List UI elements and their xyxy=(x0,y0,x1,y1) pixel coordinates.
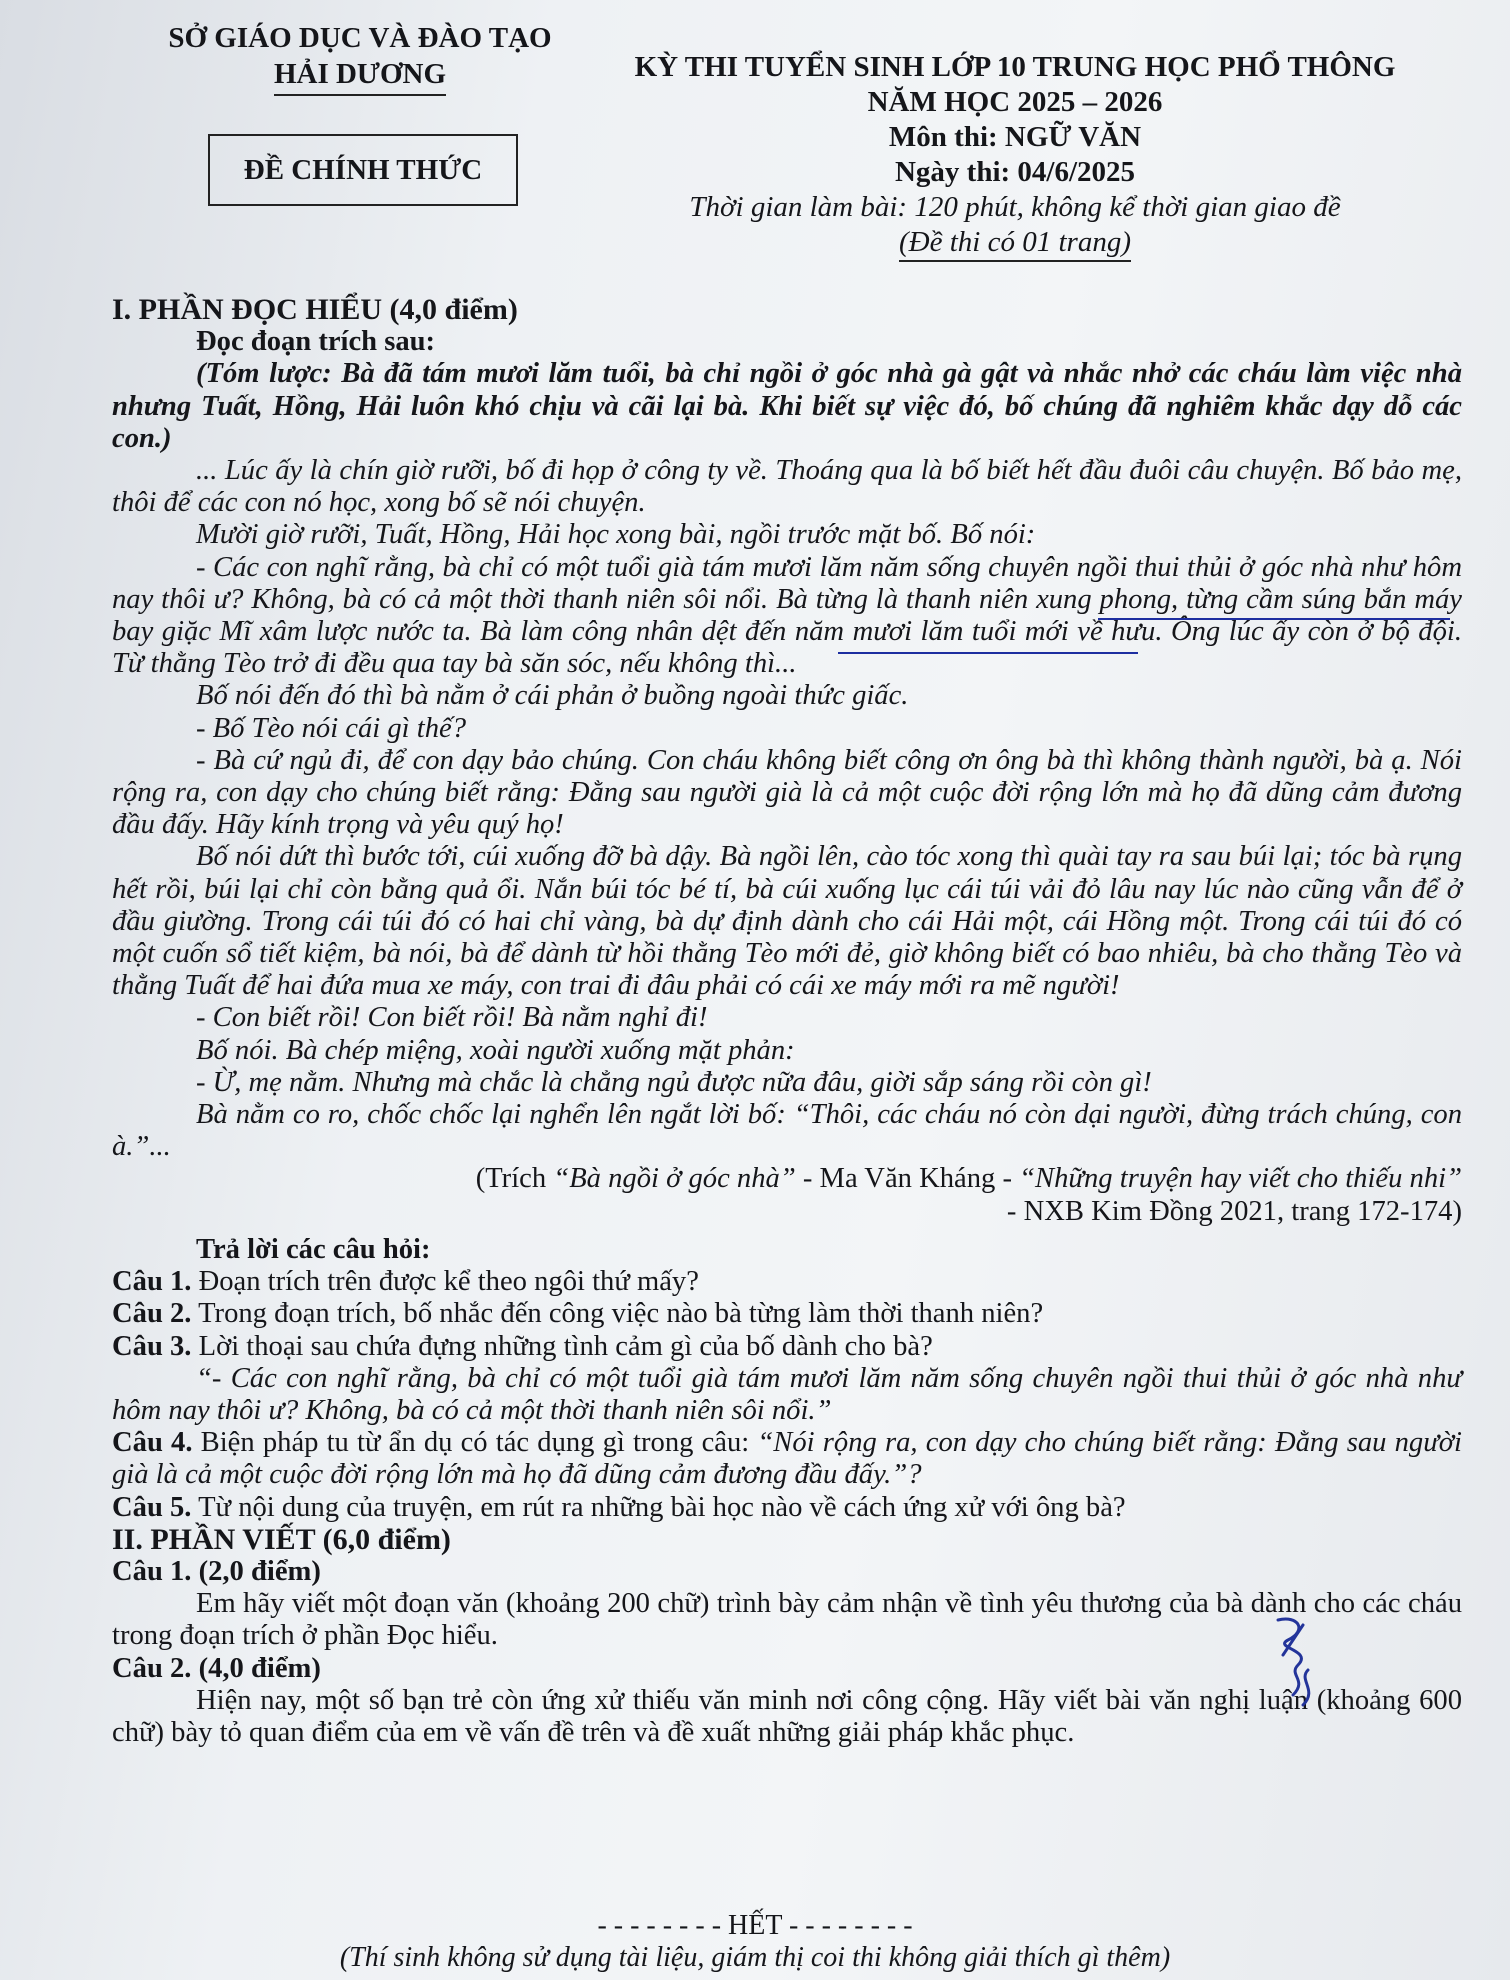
passage-paragraph: Bố nói đến đó thì bà nằm ở cái phản ở buồng ngoài thức giấc. xyxy=(196,680,909,712)
passage-paragraph: - Bố Tèo nói cái gì thế? xyxy=(196,712,467,744)
source-book: “Những truyện hay viết cho thiếu nhi” xyxy=(1019,1163,1462,1195)
passage-paragraph: - Các con nghĩ rằng, bà chỉ có một tuổi già tám mươi lăm năm sống chuyên ngồi thui thủi ở góc nhà như hôm nay thôi ư? Không, bà có cả một thời thanh niên sôi nổi. Bà từng là thanh niên xung phong, từng cầm súng bắn máy bay giặc Mĩ xâm lược nước ta. Bà làm công nhân dệt đến năm mươi lăm tuổi mới về hưu. Ông lúc ấy còn ở bộ đội. Từ thằng Tèo trở đi đều qua tay bà săn sóc, nếu không thì... xyxy=(112,551,1462,680)
question-label: Câu 4. xyxy=(112,1427,193,1459)
dept-name: SỞ GIÁO DỤC VÀ ĐÀO TẠO xyxy=(168,22,552,54)
passage-paragraph: - Bà cứ ngủ đi, để con dạy bảo chúng. Con cháu không biết công ơn ông bà thì không thành người, bà ạ. Nói rộng ra, con dạy cho chúng biết rằng: Đằng sau người già là cả một cuộc đời rộng lớn mà họ đã dũng cảm đương đầu đấy. Hãy kính trọng và yêu quý họ! xyxy=(112,744,1462,841)
end-marker: - - - - - - - - HẾT - - - - - - - - xyxy=(597,1910,913,1941)
question-4 xyxy=(112,1427,1462,1491)
question-2 xyxy=(112,1298,1462,1330)
passage-paragraph: - Con biết rồi! Con biết rồi! Bà nằm nghỉ đi! xyxy=(196,1002,708,1034)
issuer-block xyxy=(140,20,580,96)
question-text: Biện pháp tu từ ẩn dụ có tác dụng gì trong câu: xyxy=(192,1427,758,1459)
question-4-quote: “Nói rộng ra, con dạy cho chúng biết rằng: Đằng sau người già là cả một cuộc đời rộng lớn mà họ đã dũng cảm đương đầu đấy.”? xyxy=(112,1427,1462,1491)
question-3-quote: “- Các con nghĩ rằng, bà chỉ có một tuổi già tám mươi lăm năm sống chuyên ngồi thui thủi ở góc nhà như hôm nay thôi ư? Không, bà có cả một thời thanh niên sôi nổi.” xyxy=(112,1362,1462,1426)
exam-content xyxy=(112,294,1462,1749)
question-text: Lời thoại sau chứa đựng những tình cảm gì của bố dành cho bà? xyxy=(191,1330,933,1362)
footer-note: (Thí sinh không sử dụng tài liệu, giám thị coi thi không giải thích gì thêm) xyxy=(339,1942,1171,1973)
source-prefix: (Trích xyxy=(475,1163,554,1195)
writing-q2-label: Câu 2. (4,0 điểm) xyxy=(112,1652,321,1684)
province-name: HẢI DƯƠNG xyxy=(274,56,446,96)
question-3 xyxy=(112,1331,1462,1363)
passage-paragraph: Bà nằm co ro, chốc chốc lại nghển lên ngắt lời bố: “Thôi, các cháu nó còn dại người, đừng trách chúng, con à.”... xyxy=(112,1099,1462,1163)
footer xyxy=(0,1910,1510,1974)
question-text: Trong đoạn trích, bố nhắc đến công việc nào bà từng làm thời thanh niên? xyxy=(191,1298,1044,1330)
reading-instruction: Đọc đoạn trích sau: xyxy=(196,326,436,358)
exam-title: KỲ THI TUYỂN SINH LỚP 10 TRUNG HỌC PHỔ THÔNG xyxy=(634,51,1396,83)
writing-q2-text: Hiện nay, một số bạn trẻ còn ứng xử thiếu văn minh nơi công cộng. Hãy viết bài văn nghị luận (khoảng 600 chữ) bày tỏ quan điểm của em về vấn đề trên và đề xuất những giải pháp khắc phục. xyxy=(112,1684,1462,1748)
question-label: Câu 1. xyxy=(112,1266,192,1298)
question-5 xyxy=(112,1492,1462,1524)
passage-paragraph: Bố nói dứt thì bước tới, cúi xuống đỡ bà dậy. Bà ngồi lên, cào tóc xong thì quài tay ra sau búi lại; tóc bà rụng hết rồi, búi lại chỉ còn bằng quả ổi. Nắn búi tóc bé tí, bà cúi xuống lục cái túi vải đỏ lâu nay lúc nào cũng vẫn để ở đầu giường. Trong cái túi đó có hai chỉ vàng, bà dự định dành cho cái Hải một, cái Hồng một. Trong cái túi đó có một cuốn sổ tiết kiệm, bà nói, bà để dành từ hồi thằng Tèo mới đẻ, giờ không biết có bao nhiêu, bà cho thằng Tèo và thằng Tuất để hai đứa mua xe máy, con trai đi đâu phải có cái xe máy mới ra mẽ người! xyxy=(112,841,1462,1002)
subject: Môn thi: NGỮ VĂN xyxy=(888,121,1142,153)
source-title: “Bà ngồi ở góc nhà” xyxy=(553,1163,796,1195)
passage-paragraph: - Ừ, mẹ nằm. Nhưng mà chắc là chẳng ngủ được nữa đâu, giời sắp sáng rồi còn gì! xyxy=(196,1066,1152,1098)
question-label: Câu 5. xyxy=(112,1491,192,1523)
source-citation xyxy=(112,1163,1462,1195)
writing-q1-label: Câu 1. (2,0 điểm) xyxy=(112,1555,321,1587)
part1-title: I. PHẦN ĐỌC HIỂU (4,0 điểm) xyxy=(112,293,518,326)
question-label: Câu 2. xyxy=(112,1298,192,1330)
passage-paragraph: Bố nói. Bà chép miệng, xoài người xuống mặt phản: xyxy=(196,1034,795,1066)
passage-paragraph: Mười giờ rưỡi, Tuất, Hồng, Hải học xong bài, ngồi trước mặt bố. Bố nói: xyxy=(196,519,1036,551)
duration: Thời gian làm bài: 120 phút, không kể thời gian giao đề xyxy=(689,191,1341,223)
official-badge: ĐỀ CHÍNH THỨC xyxy=(208,134,518,206)
pen-underline xyxy=(1098,618,1450,620)
handwritten-signature-icon xyxy=(1268,1610,1328,1710)
pages-note: (Đề thi có 01 trang) xyxy=(899,225,1131,262)
passage-paragraph: ... Lúc ấy là chín giờ rưỡi, bố đi họp ở công ty về. Thoáng qua là bố biết hết đầu đuôi câu chuyện. Bố bảo mẹ, thôi để các con nó học, xong bố sẽ nói chuyện. xyxy=(112,455,1462,519)
exam-info-block xyxy=(590,50,1440,262)
summary: (Tóm lược: Bà đã tám mươi lăm tuổi, bà chỉ ngồi ở góc nhà gà gật và nhắc nhở các cháu làm việc nhà nhưng Tuất, Hồng, Hải luôn khó chịu và cãi lại bà. Khi biết sự việc đó, bố chúng đã nghiêm khắc dạy dỗ các con.) xyxy=(112,358,1462,454)
question-1 xyxy=(112,1266,1462,1298)
question-label: Câu 3. xyxy=(112,1330,192,1362)
source-author: - Ma Văn Kháng - xyxy=(795,1163,1020,1195)
question-text: Từ nội dung của truyện, em rút ra những bài học nào về cách ứng xử với ông bà? xyxy=(191,1491,1126,1523)
school-year: NĂM HỌC 2025 – 2026 xyxy=(867,86,1163,118)
source-publisher: - NXB Kim Đồng 2021, trang 172-174) xyxy=(1006,1195,1462,1227)
answer-label: Trả lời các câu hỏi: xyxy=(196,1233,431,1265)
writing-q1-text: Em hãy viết một đoạn văn (khoảng 200 chữ) trình bày cảm nhận về tình yêu thương của bà dành cho các cháu trong đoạn trích ở phần Đọc hiểu. xyxy=(112,1588,1462,1652)
part2-title: II. PHẦN VIẾT (6,0 điểm) xyxy=(112,1522,451,1556)
exam-date: Ngày thi: 04/6/2025 xyxy=(894,156,1136,188)
pen-underline xyxy=(838,652,1138,654)
question-text: Đoạn trích trên được kể theo ngôi thứ mấy? xyxy=(191,1266,699,1298)
